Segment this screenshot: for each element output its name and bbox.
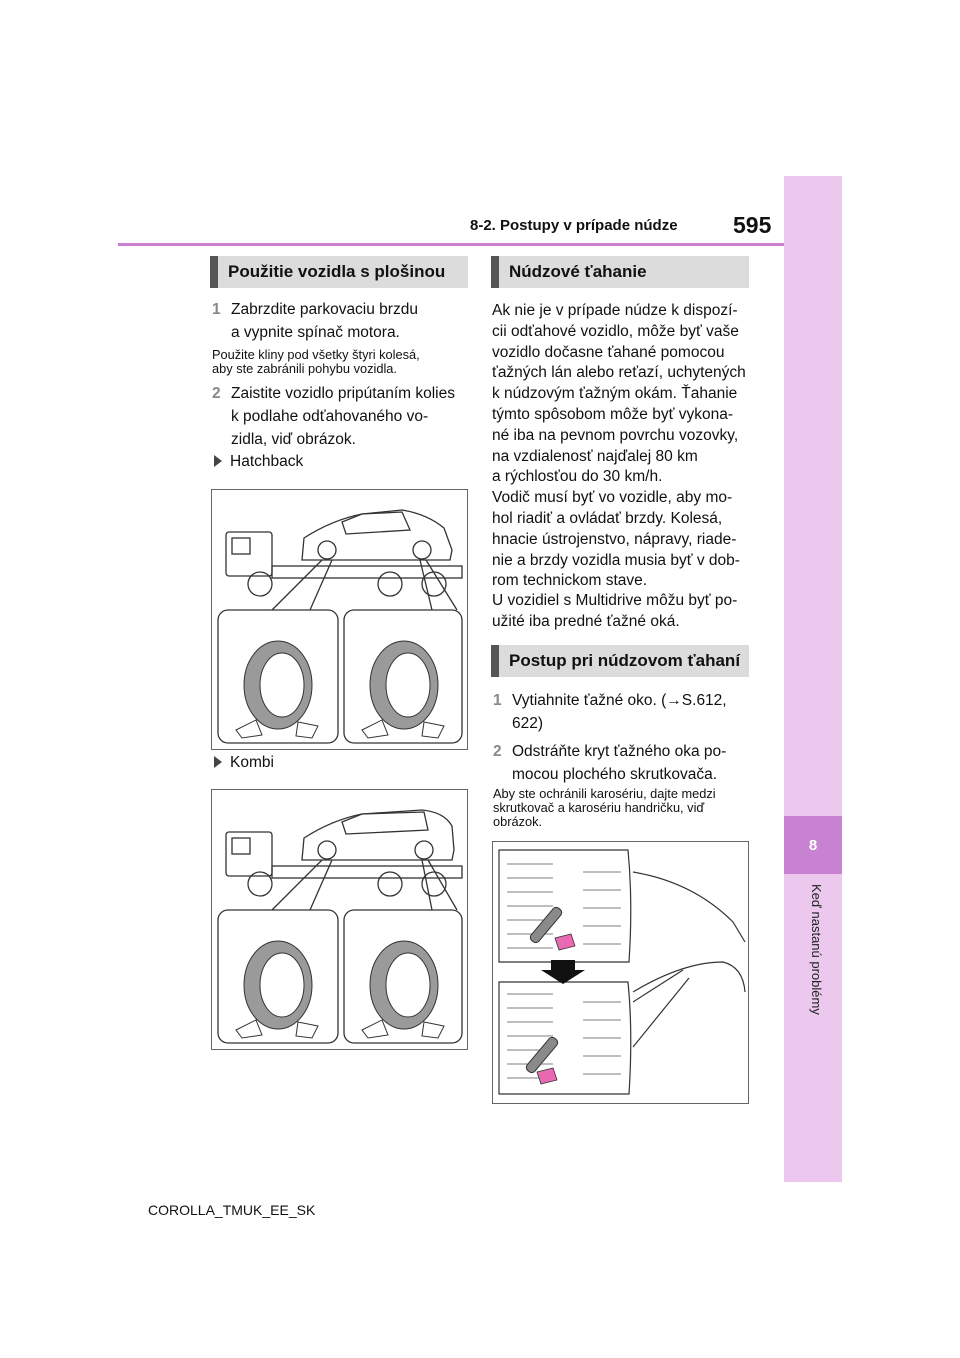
variant-label: Hatchback [230,453,304,470]
wheel-chock-icon [422,1022,444,1038]
right-note: Aby ste ochránili karosériu, dajte medzi skrutkovač a karosériu handričku, viď obrázok. [493,786,716,829]
hatchback-truck-illustration [212,490,467,749]
document-code: COROLLA_TMUK_EE_SK [148,1202,316,1218]
car-wheel-icon [415,841,433,859]
tow-eye-cover-figure [492,841,749,1104]
kombi-truck-illustration [212,790,467,1049]
chapter-number-badge: 8 [784,816,842,874]
section-title: 8-2. Postupy v prípade núdze [470,217,678,234]
wheel-chock-icon [362,1020,388,1038]
kombi-car-body [302,810,454,860]
header-rule [118,243,784,246]
wheel-chock-icon [296,722,318,738]
car-wheel-icon [318,541,336,559]
step-text: Zabrzdite parkovaciu brzdu a vypnite spínač motora. [231,301,418,341]
step-number: 2 [212,385,221,402]
heading-platform-transport: Použitie vozidla s plošinou [210,256,468,288]
wheel-chock-icon [296,1022,318,1038]
wheel-chock-icon [236,720,262,738]
heading-emergency-towing: Núdzové ťahanie [491,256,749,288]
page-number: 595 [733,212,772,238]
heading-towing-procedure: Postup pri núdzovom ťahaní [491,645,749,677]
hatchback-tiedown-figure [211,489,468,750]
triangle-bullet-icon [214,455,222,467]
down-arrow-icon [541,960,585,984]
kombi-tiedown-figure [211,789,468,1050]
step-text: Zaistite vozidlo pripútaním kolies k podlahe odťahovaného vo- zidla, viď obrázok. [231,385,455,448]
cover-removal-illustration [493,842,748,1103]
wheel-chock-icon [422,722,444,738]
car-wheel-icon [318,841,336,859]
multidrive-paragraph: U vozidiel s Multidrive môžu byť po- užité iba predné ťažné oká. [492,592,738,630]
truck-wheel-icon [378,572,402,596]
chapter-side-tab [784,176,842,1182]
wheel-chock-icon [362,720,388,738]
emergency-towing-paragraph: Ak nie je v prípade núdze k dispozí- cii odťahové vozidlo, môže byť vaše vozidlo dočasne ťahané pomocou ťažných lán alebo reťazí, uchytených k núdzovým ťažným okám. Ťahanie týmto spôsobom môže byť vykona- né iba na pevnom povrchu vozovky, na vzdialenosť najďalej 80 km a rýchlosťou do 30 km/h. Vodič musí byť vo vozidle, aby mo- hol riadiť a ovládať brzdy. Kolesá, hnacie ústrojenstvo, nápravy, riade- nie a brzdy vozidla musia byť v dob- rom technickom stave. [492,302,746,590]
step-text: Vytiahnite ťažné oko. (→S.612, 622) [512,692,727,732]
variant-label: Kombi [230,754,274,771]
car-wheel-icon [413,541,431,559]
right-step-2 [493,740,753,786]
chapter-title: Keď nastanú problémy [809,884,824,1015]
cloth-icon [537,1068,557,1084]
variant-hatchback [214,453,303,471]
left-step-2 [212,382,474,452]
variant-kombi [214,754,274,772]
cloth-icon [555,934,575,950]
step-number: 2 [493,743,502,760]
step-number: 1 [212,301,221,318]
step-text: Odstráňte kryt ťažného oka po- mocou plochého skrutkovača. [512,743,727,783]
hatchback-car-body [302,510,452,560]
screwdriver-icon [525,1036,560,1075]
left-note: Použite kliny pod všetky štyri kolesá, aby ste zabránili pohybu vozidla. [212,347,420,376]
step-number: 1 [493,692,502,709]
wheel-chock-icon [236,1020,262,1038]
triangle-bullet-icon [214,756,222,768]
right-step-1 [493,689,753,735]
truck-wheel-icon [378,872,402,896]
bumper-outline [633,872,745,942]
left-step-1 [212,298,472,344]
